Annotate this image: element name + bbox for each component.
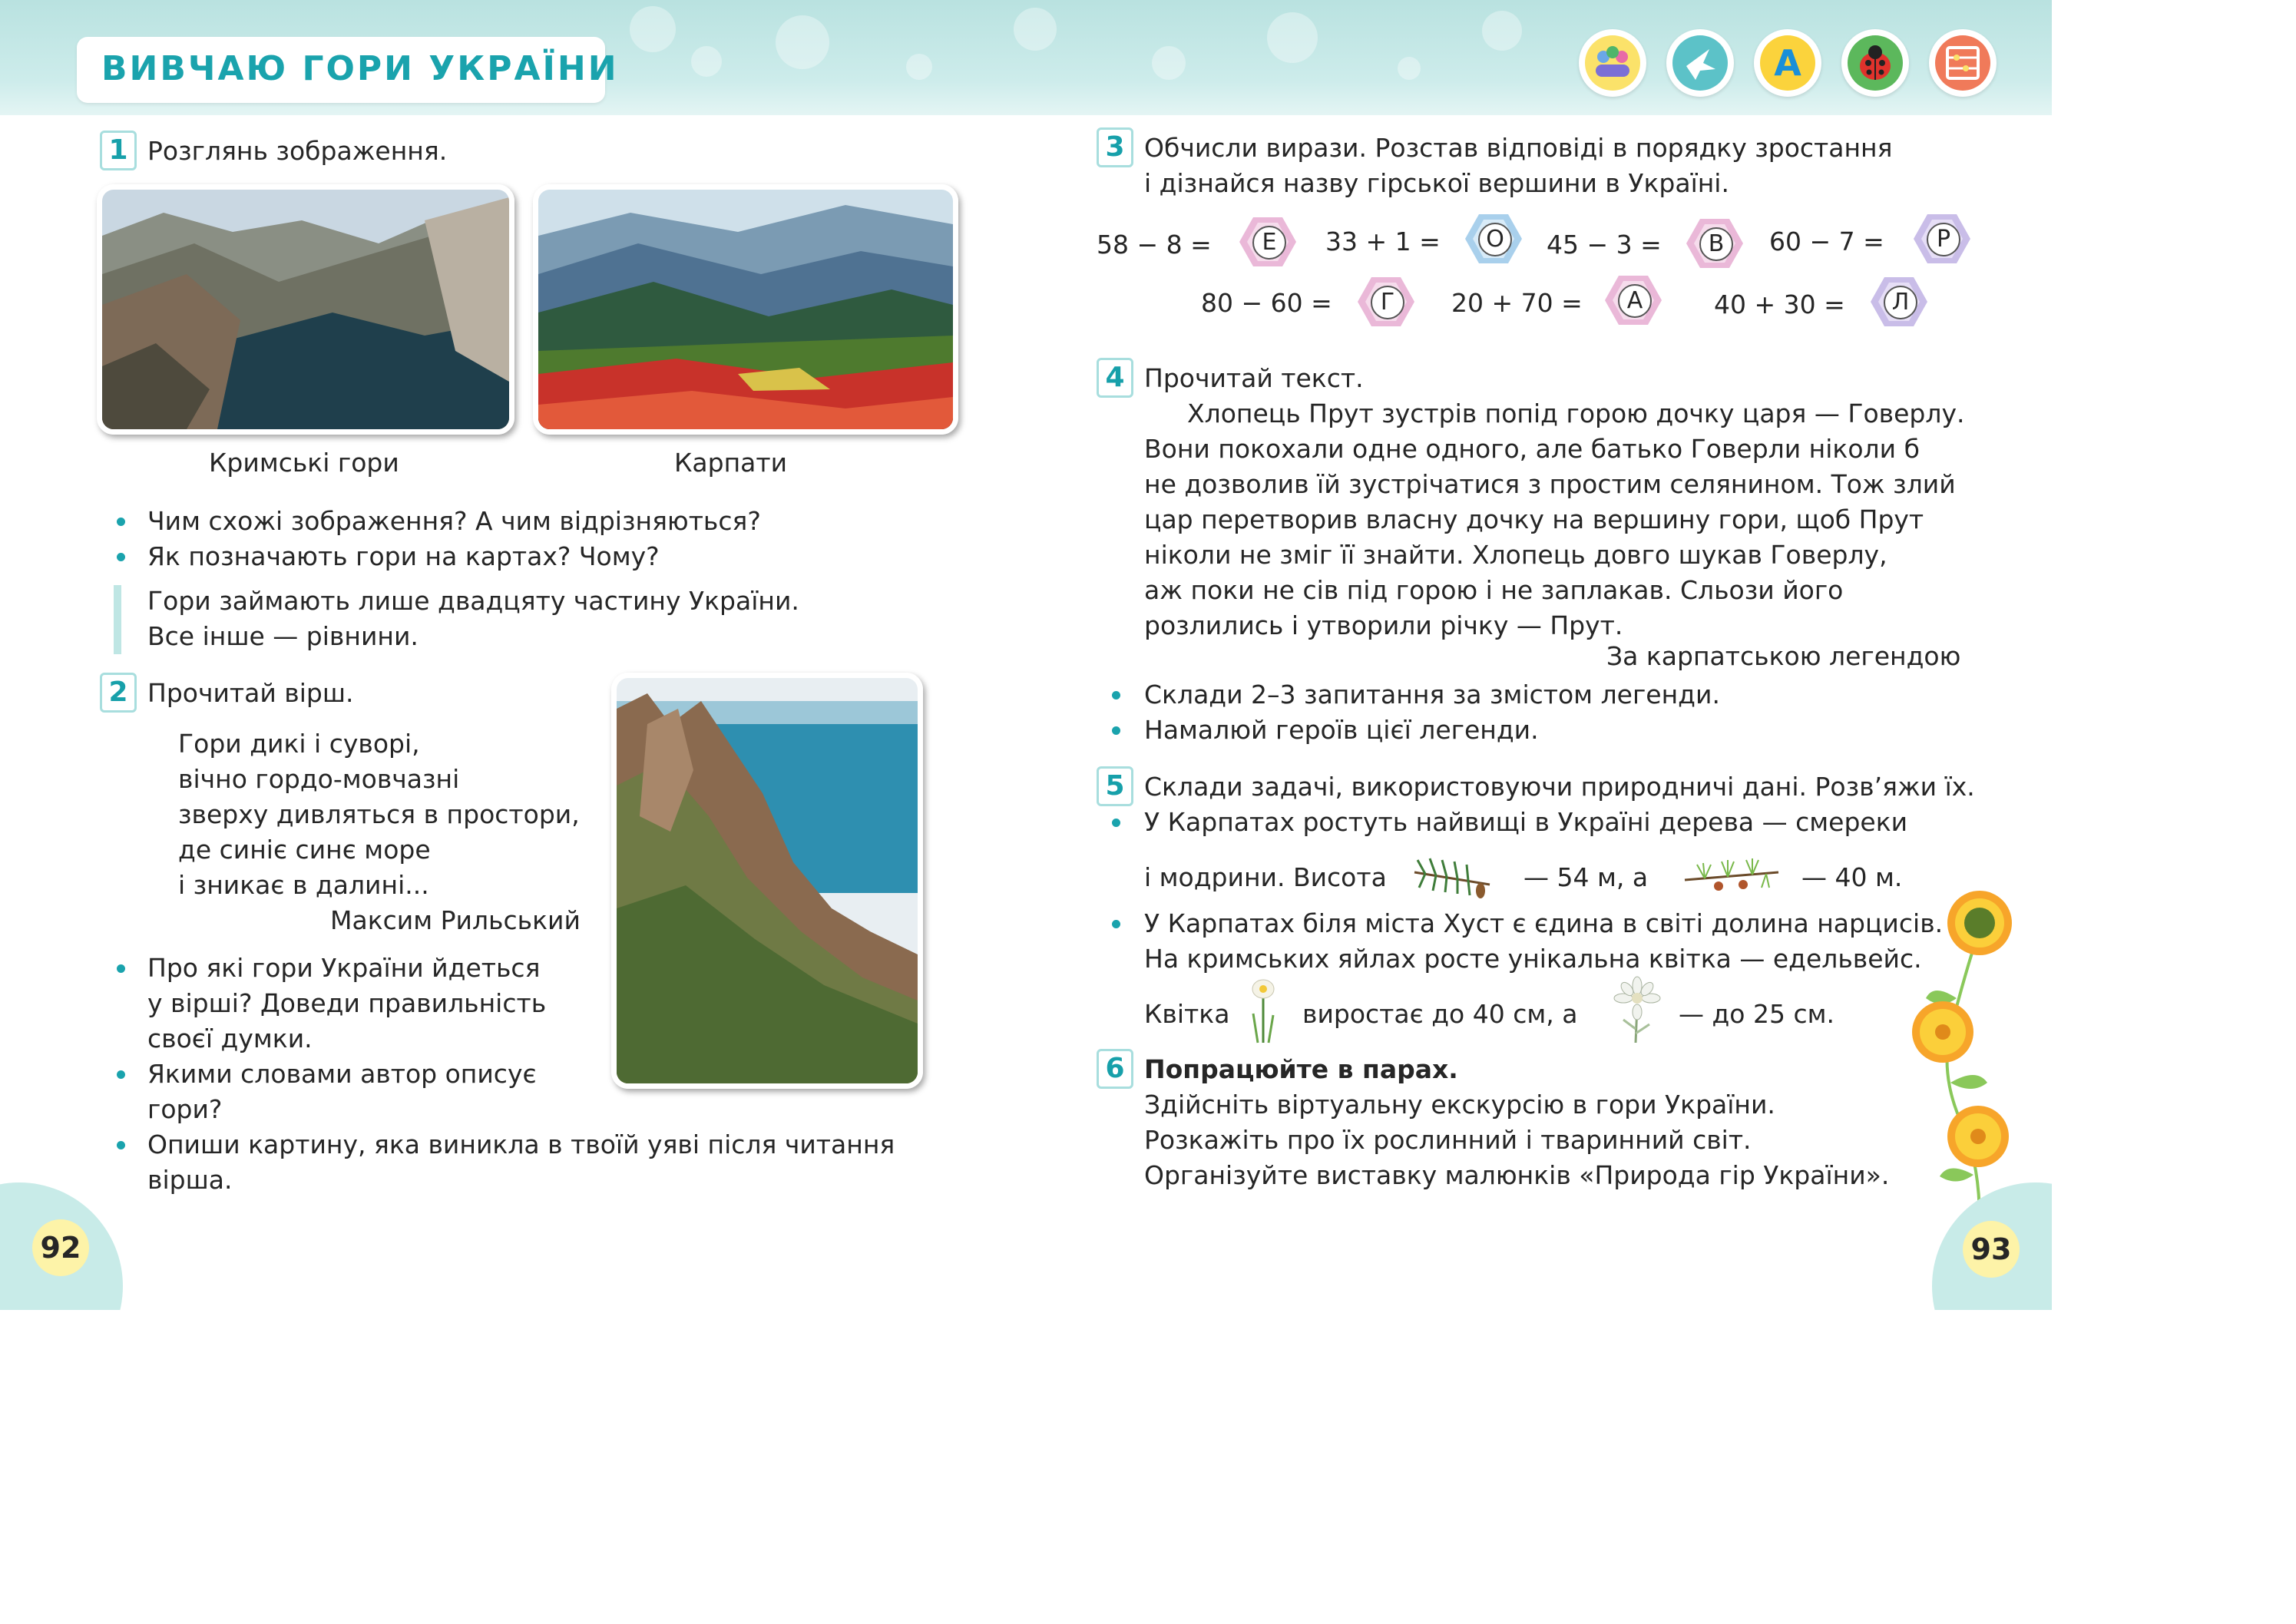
page-title: ВИВЧАЮ ГОРИ УКРАЇНИ (101, 49, 619, 88)
poem-line-2: вічно гордо-мовчазні (178, 764, 460, 794)
caption-crimean-mountains: Кримські гори (209, 448, 399, 478)
group-work-icon[interactable] (1579, 29, 1646, 97)
bullet (117, 553, 125, 561)
task6-line-1: Здійсніть віртуальну екскурсію в гори України. (1144, 1090, 1775, 1120)
note-bar (114, 585, 121, 654)
task3-instruction-line-1: Обчисли вирази. Розстав відповіді в порядку зростання (1144, 133, 1893, 163)
task4-question-2: Намалюй героїв цієї легенди. (1144, 715, 1539, 745)
task2-instruction: Прочитай вірш. (147, 678, 354, 708)
task5-b1-line-2c: — 40 м. (1801, 862, 1903, 892)
larch-branch-icon (1682, 842, 1782, 903)
poem-line-3: зверху дивляться в простори, (178, 799, 580, 829)
task5-instruction: Склади задачі, використовуючи природничі дані. Розв’яжи їх. (1144, 772, 1975, 802)
task2-question-2-line-1: Якими словами автор описує (147, 1059, 537, 1089)
poem-author: Максим Рильський (330, 905, 581, 935)
legend-line-2: Вони покохали одне одного, але батько Говерли ніколи б (1144, 434, 1920, 464)
task-number-5: 5 (1097, 766, 1133, 806)
bullet (1112, 726, 1120, 735)
letter-7: Л (1884, 286, 1917, 319)
task2-question-1-line-2: у вірші? Доведи правильність (147, 988, 547, 1018)
task4-question-1: Склади 2–3 запитання за змістом легенди. (1144, 680, 1720, 709)
letter-2: О (1478, 223, 1512, 256)
task1-question-2: Як позначають гори на картах? Чому? (147, 541, 660, 571)
task2-question-3-line-1: Опиши картину, яка виникла в твоїй уяві після читання (147, 1130, 895, 1159)
legend-line-6: аж поки не сів під горою і не заплакав. Сльози його (1144, 575, 1844, 605)
task-number-4: 4 (1097, 358, 1133, 398)
task-number-6: 6 (1097, 1049, 1133, 1089)
letter-1: Е (1252, 226, 1286, 260)
letter-gem-4 (1912, 212, 1972, 266)
narcissus-icon (1244, 975, 1282, 1044)
arrow-left-icon[interactable] (1666, 29, 1734, 97)
expression-3: 45 − 3 = (1547, 230, 1662, 260)
bullet (117, 518, 125, 526)
letter-6: А (1618, 284, 1652, 318)
crimean-mountains-photo (97, 184, 514, 435)
task2-question-1-line-3: своєї думки. (147, 1024, 313, 1053)
page-number-right: 93 (1963, 1221, 2020, 1278)
bullet (1112, 691, 1120, 700)
abacus-icon[interactable] (1929, 29, 1997, 97)
ladybug-icon[interactable] (1841, 29, 1909, 97)
expression-1: 58 − 8 = (1097, 230, 1212, 260)
task5-b2-line-2: На кримських яйлах росте унікальна квітка — едельвейс. (1144, 944, 1922, 974)
letter-gem-1 (1238, 215, 1298, 269)
letter-gem-6 (1603, 273, 1663, 327)
note-line-2: Все інше — рівнини. (147, 621, 419, 651)
task1-instruction: Розглянь зображення. (147, 136, 448, 166)
task5-b2-line-3b: виростає до 40 см, а (1302, 999, 1578, 1029)
page-number-left: 92 (32, 1219, 89, 1276)
expression-5: 80 − 60 = (1201, 288, 1332, 318)
legend-line-4: цар перетворив власну дочку на вершину гори, щоб Прут (1144, 504, 1924, 534)
task2-question-1-line-1: Про які гори України йдеться (147, 953, 541, 983)
carpathians-photo (533, 184, 958, 435)
bullet (117, 1141, 125, 1149)
letter-5: Г (1371, 286, 1404, 319)
caption-carpathians: Карпати (674, 448, 788, 478)
bullet (117, 1070, 125, 1079)
title-box (77, 37, 619, 103)
task1-question-1: Чим схожі зображення? А чим відрізняються? (147, 506, 761, 536)
task5-b1-line-2a: і модрини. Висота (1144, 862, 1387, 892)
task5-b1-line-2b: — 54 м, а (1523, 862, 1649, 892)
task5-b1-line-1: У Карпатах ростуть найвищі в Україні дерева — смереки (1144, 807, 1908, 837)
task5-b2-line-3c: — до 25 см. (1679, 999, 1834, 1029)
expression-7: 40 + 30 = (1714, 289, 1845, 319)
task-number-3: 3 (1097, 127, 1133, 167)
task4-instruction: Прочитай текст. (1144, 363, 1364, 393)
task5-b2-line-1: У Карпатах біля міста Хуст є єдина в світі долина нарцисів. (1144, 908, 1944, 938)
task6-line-3: Організуйте виставку малюнків «Природа гір України». (1144, 1160, 1890, 1190)
bullet (117, 964, 125, 973)
edelweiss-icon (1608, 975, 1666, 1044)
legend-line-7: розлились і утворили річку — Прут. (1144, 610, 1623, 640)
spruce-branch-icon (1410, 842, 1494, 903)
task6-line-2: Розкажіть про їх рослинний і тваринний світ. (1144, 1125, 1752, 1155)
letter-gem-7 (1869, 275, 1929, 329)
letter-gem-5 (1356, 275, 1416, 329)
task2-question-2-line-2: гори? (147, 1094, 223, 1124)
poem-line-1: Гори дикі і суворі, (178, 729, 420, 759)
legend-line-5: ніколи не зміг її знайти. Хлопець довго шукав Говерлу, (1144, 540, 1887, 570)
legend-line-1: Хлопець Прут зустрів попід горою дочку царя — Говерлу. (1187, 399, 1965, 428)
letter-3: В (1699, 227, 1733, 261)
letter-a-icon[interactable] (1754, 29, 1821, 97)
flowers-decoration (1903, 883, 2018, 1221)
crimean-coast-photo (611, 673, 923, 1089)
legend-source: За карпатською легендою (1606, 641, 1961, 671)
task-number-2: 2 (100, 673, 137, 713)
legend-line-3: не дозволив їй зустрічатися з простим селянином. Тож злий (1144, 469, 1956, 499)
poem-line-5: і зникає в далині... (178, 870, 429, 900)
bullet (1112, 920, 1120, 928)
letter-4: Р (1927, 223, 1960, 256)
letter-gem-3 (1685, 217, 1745, 270)
task6-title: Попрацюйте в парах. (1144, 1054, 1458, 1084)
letter-gem-2 (1464, 212, 1523, 266)
task5-b2-line-3a: Квітка (1144, 999, 1230, 1029)
expression-4: 60 − 7 = (1769, 227, 1884, 256)
expression-6: 20 + 70 = (1451, 288, 1583, 318)
bullet (1112, 819, 1120, 827)
task2-question-3-line-2: вірша. (147, 1165, 233, 1195)
poem-line-4: де синіє синє море (178, 835, 431, 865)
svg-text:A: A (1774, 42, 1801, 84)
expression-2: 33 + 1 = (1325, 227, 1441, 256)
note-line-1: Гори займають лише двадцяту частину України. (147, 586, 799, 616)
task3-instruction-line-2: і дізнайся назву гірської вершини в Україні. (1144, 168, 1729, 198)
task-number-1: 1 (100, 131, 137, 170)
